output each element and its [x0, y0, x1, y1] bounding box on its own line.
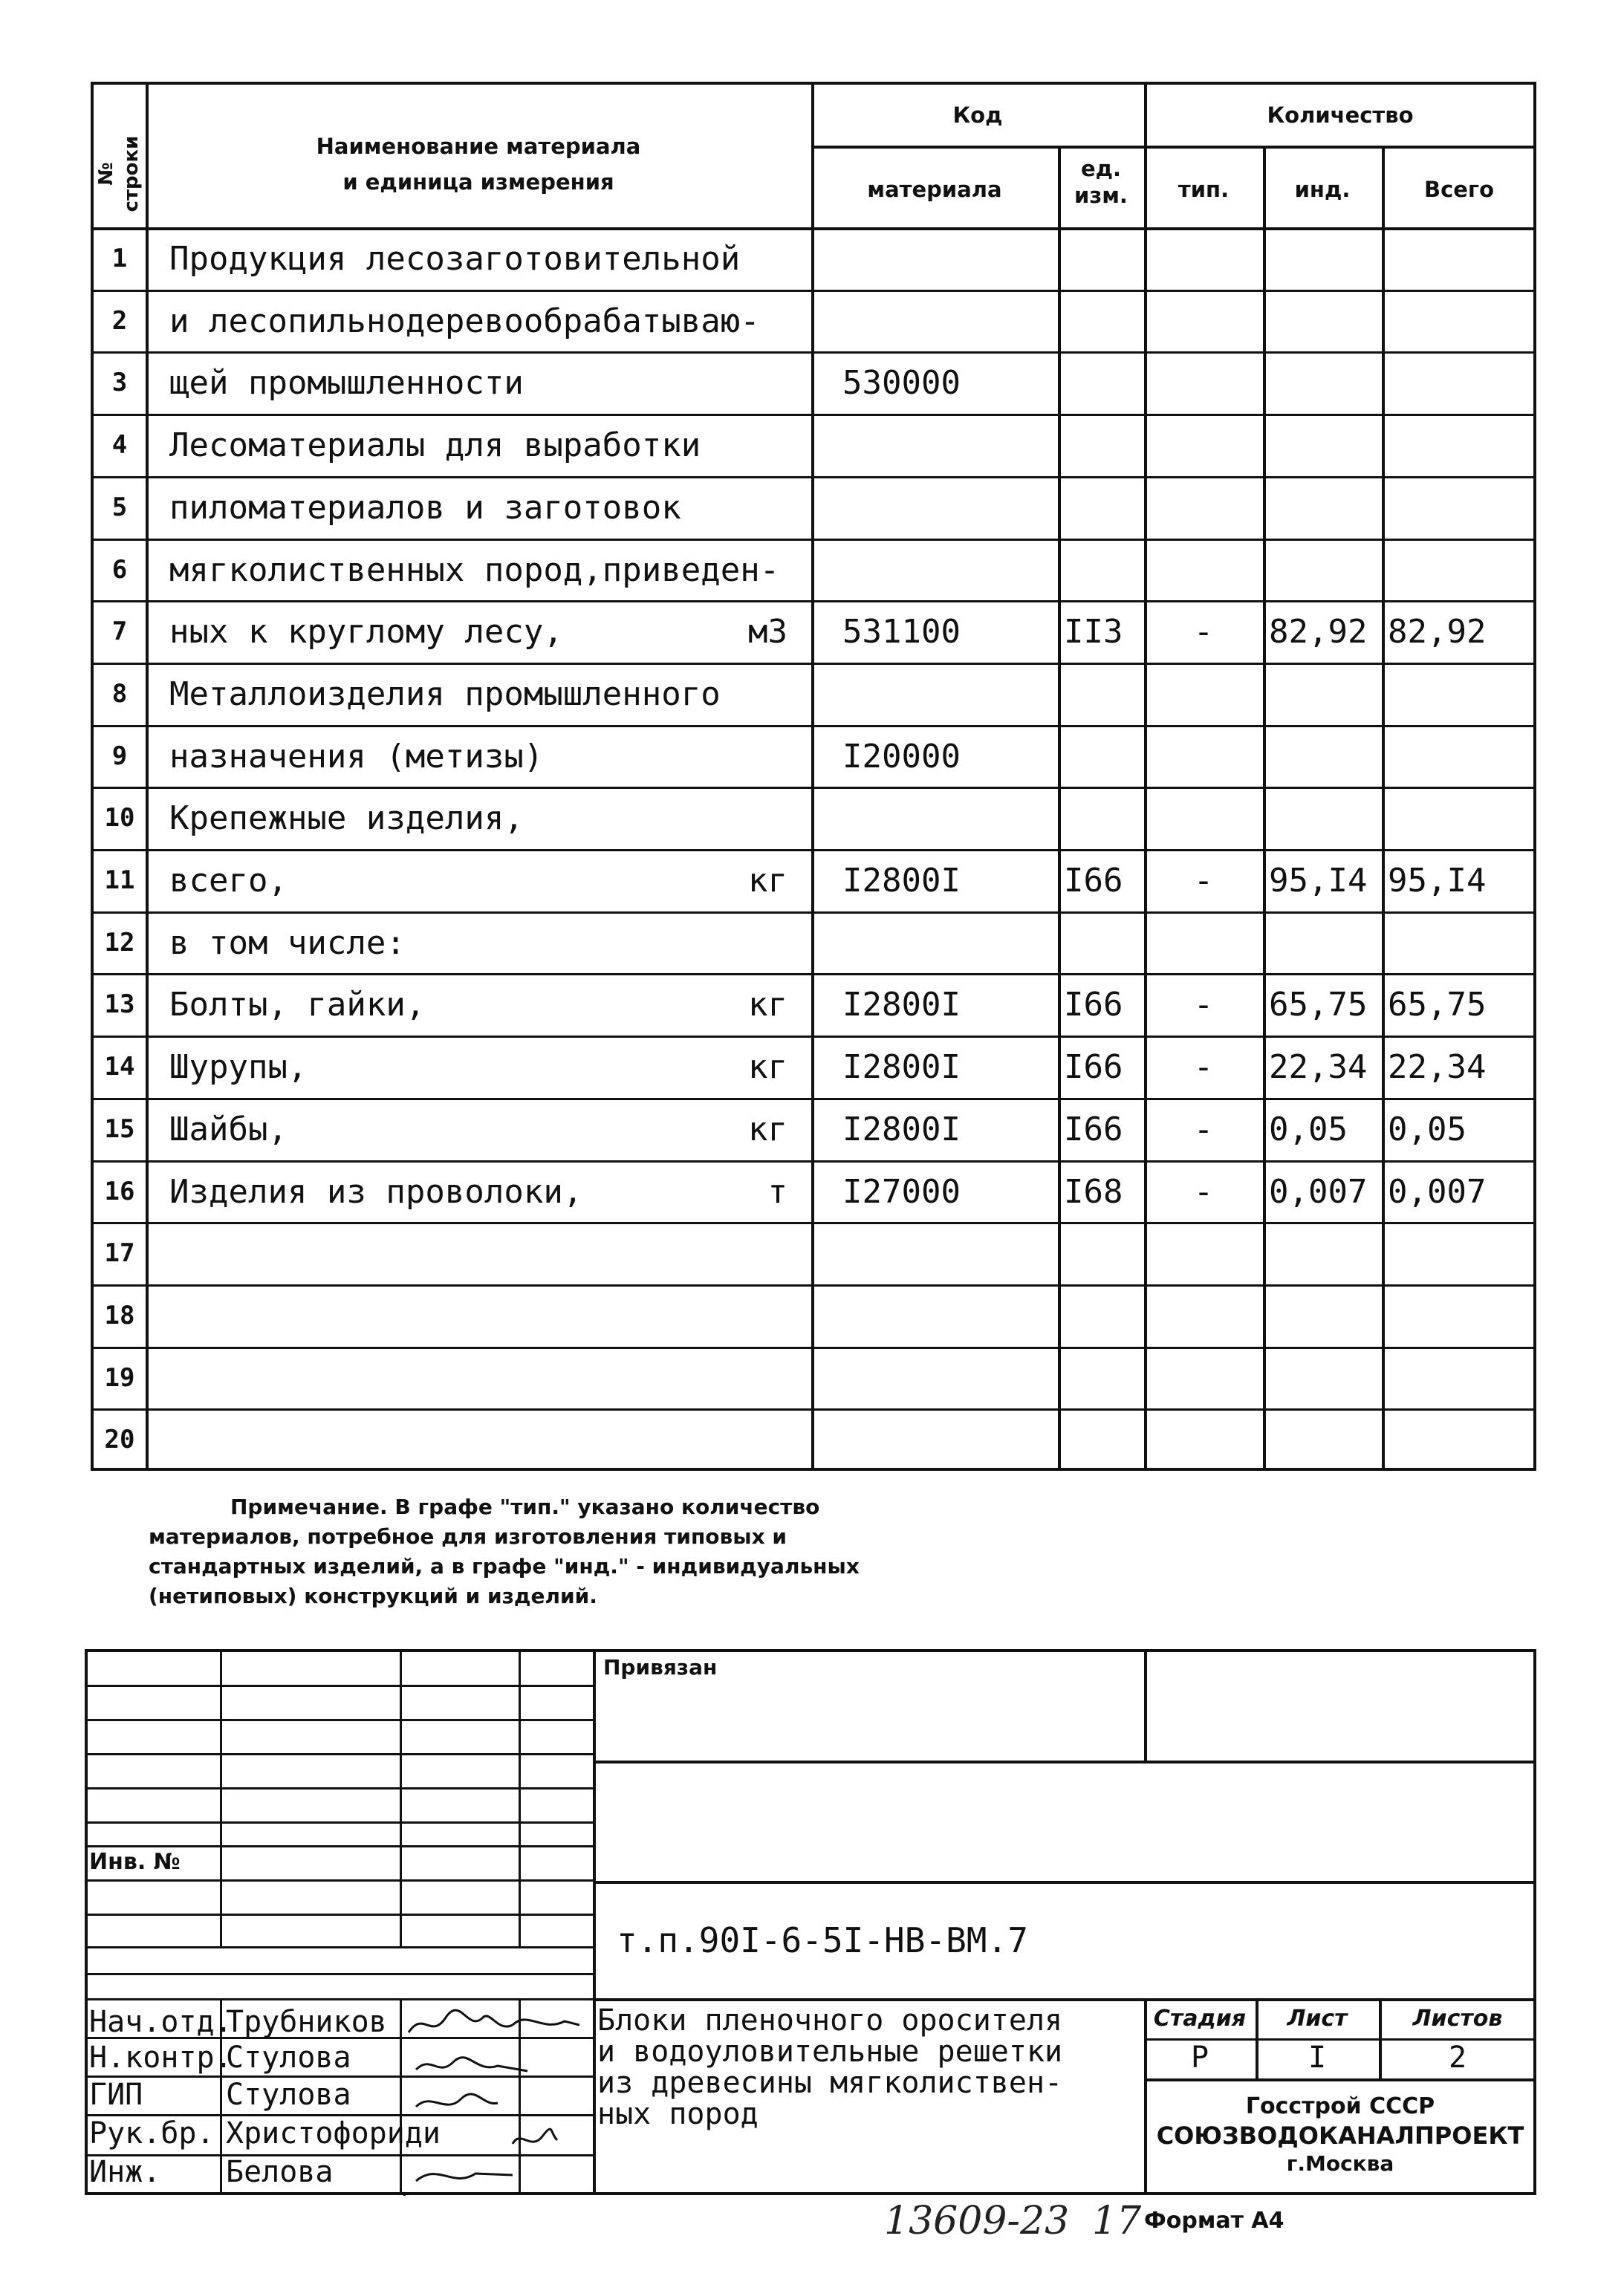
row-separator — [91, 787, 1536, 789]
row-number: 14 — [104, 1052, 135, 1082]
material-name: ных к круглому лесу, — [169, 613, 563, 651]
tb-left-row-3 — [85, 1753, 593, 1755]
qty-typical: - — [1193, 1111, 1214, 1148]
drawing-title-3: из древесины мягколиствен- — [597, 2066, 1063, 2100]
row-number: 19 — [104, 1363, 135, 1393]
qty-typical: - — [1193, 1048, 1214, 1086]
row-number: 12 — [104, 928, 135, 958]
unit-of-measure: кг — [748, 862, 787, 900]
row-separator — [91, 1160, 1536, 1163]
material-name: Продукция лесозаготовительной — [169, 240, 741, 278]
drawing-title-1: Блоки пленочного оросителя — [597, 2003, 1063, 2038]
tb-left-row-10 — [85, 1973, 593, 1975]
row-number: 20 — [104, 1425, 135, 1454]
tb-left-col-3 — [519, 1649, 521, 1946]
row-number: 8 — [111, 679, 128, 709]
row-number: 7 — [111, 617, 128, 646]
tb-left-row-11 — [85, 1998, 593, 2000]
tb-privyazan-bottom — [593, 1761, 1536, 1763]
qty-individual: 65,75 — [1269, 986, 1368, 1024]
qty-typical: - — [1193, 1173, 1214, 1211]
tb-left-row-6 — [85, 1845, 593, 1847]
material-code: 530000 — [842, 364, 961, 402]
material-name: назначения (метизы) — [169, 738, 544, 776]
material-name: Металлоизделия промышленного — [169, 675, 721, 713]
drawing-title-4: ных пород — [597, 2097, 759, 2131]
unit-of-measure: м3 — [748, 613, 787, 651]
material-code: I2800I — [842, 1048, 961, 1086]
row-separator — [91, 1284, 1536, 1287]
sheet-label: Лист — [1287, 2006, 1348, 2032]
material-name: Шурупы, — [169, 1048, 308, 1086]
archive-number: 13609-23 — [884, 2199, 1070, 2243]
row-separator — [91, 849, 1536, 851]
sheets-label: Листов — [1412, 2006, 1503, 2032]
tb-left-row-9 — [85, 1946, 593, 1948]
tb-stage-row-2 — [1144, 2078, 1536, 2081]
material-name: и лесопильнодеревообрабатываю- — [169, 302, 760, 340]
inv-number-label: Инв. № — [89, 1849, 181, 1875]
row-number: 5 — [111, 493, 128, 522]
org-line-3: г.Москва — [1286, 2151, 1394, 2176]
role-label: ГИП — [89, 2078, 143, 2112]
row-separator — [91, 973, 1536, 975]
qty-typical: - — [1193, 986, 1214, 1024]
name-header-line2: и единица измерения — [342, 169, 614, 195]
qty-typical: - — [1193, 613, 1214, 651]
material-name: пиломатериалов и заготовок — [169, 489, 681, 527]
unit-code: I66 — [1064, 862, 1123, 900]
row-number: 2 — [111, 306, 128, 336]
tb-left-row-2 — [85, 1719, 593, 1721]
row-separator — [91, 290, 1536, 292]
row-number: 10 — [104, 803, 135, 833]
row-number: 9 — [111, 741, 128, 771]
unit-of-measure: т — [767, 1173, 787, 1211]
unit-of-measure: кг — [748, 1111, 787, 1148]
note-line-4: (нетиповых) конструкций и изделий. — [149, 1584, 597, 1608]
unit-of-measure: кг — [748, 986, 787, 1024]
name-header-line1: Наименование материала — [316, 134, 641, 159]
row-separator — [91, 1036, 1536, 1038]
row-separator — [91, 663, 1536, 665]
unit-code-header-2: изм. — [1074, 183, 1128, 208]
material-code: 531100 — [842, 613, 961, 651]
qty-total: 65,75 — [1388, 986, 1487, 1024]
role-person-name: Стулова — [226, 2078, 351, 2112]
col-line-typ — [1263, 146, 1266, 1471]
stage-value: Р — [1190, 2041, 1209, 2075]
tb-left-row-5 — [85, 1821, 593, 1824]
row-separator — [91, 1408, 1536, 1411]
qty-total: 0,05 — [1388, 1111, 1467, 1148]
material-code: I2800I — [842, 986, 961, 1024]
row-number: 16 — [104, 1177, 135, 1206]
material-code: I20000 — [842, 738, 961, 776]
unit-of-measure: кг — [748, 1048, 787, 1086]
note-line-3: стандартных изделий, а в графе "инд." - индивидуальных — [149, 1554, 860, 1579]
document-code: т.п.90I-6-5I-НВ-ВМ.7 — [617, 1920, 1028, 1960]
row-separator — [91, 414, 1536, 416]
qty-total: 22,34 — [1388, 1048, 1487, 1086]
col-line-unitcode — [1058, 146, 1061, 1471]
row-separator — [91, 725, 1536, 727]
row-number: 3 — [111, 368, 128, 397]
org-line-1: Госстрой СССР — [1245, 2093, 1435, 2119]
header-mid-line — [811, 146, 1536, 149]
material-name: Изделия из проволоки, — [169, 1173, 583, 1211]
unit-code: I66 — [1064, 1048, 1123, 1086]
qty-typical: - — [1193, 862, 1214, 900]
ind-header: инд. — [1294, 177, 1351, 202]
unit-code: II3 — [1064, 613, 1123, 651]
row-number: 6 — [111, 555, 128, 585]
material-name: мягколиственных пород,приведен- — [169, 551, 780, 589]
qty-total: 0,007 — [1388, 1173, 1487, 1211]
row-separator — [91, 476, 1536, 478]
unit-code: I66 — [1064, 986, 1123, 1024]
note-line-1: Примечание. В графе "тип." указано количество — [230, 1495, 820, 1519]
tb-left-row-7 — [85, 1879, 593, 1882]
row-separator — [91, 911, 1536, 914]
row-separator — [91, 1347, 1536, 1349]
material-code: I2800I — [842, 862, 961, 900]
typ-header: тип. — [1178, 177, 1230, 202]
row-number: 11 — [104, 865, 135, 895]
row-separator — [91, 351, 1536, 354]
unit-code: I66 — [1064, 1111, 1123, 1148]
material-name: Лесоматериалы для выработки — [169, 426, 701, 464]
row-separator — [91, 1098, 1536, 1100]
tb-code-bottom — [593, 1998, 1536, 2001]
material-code: I27000 — [842, 1173, 961, 1211]
material-name: Крепежные изделия, — [169, 799, 524, 837]
role-label: Инж. — [89, 2155, 161, 2189]
material-code-header: материала — [867, 177, 1002, 202]
sheet-value: I — [1308, 2041, 1327, 2075]
qty-total: 95,I4 — [1388, 862, 1487, 900]
header-bottom-line — [91, 227, 1536, 230]
row-separator — [91, 600, 1536, 602]
tb-left-row-1 — [85, 1685, 593, 1687]
org-line-2: СОЮЗВОДОКАНАЛПРОЕКТ — [1156, 2122, 1524, 2150]
col-line-ind — [1382, 146, 1385, 1471]
unit-code: I68 — [1064, 1173, 1123, 1211]
row-separator — [91, 539, 1536, 541]
row-separator — [91, 1222, 1536, 1224]
row-number: 18 — [104, 1301, 135, 1330]
material-name: щей промышленности — [169, 364, 524, 402]
material-name: в том числе: — [169, 924, 406, 962]
role-person-name: Трубников — [226, 2005, 387, 2039]
tb-code-top — [593, 1881, 1536, 1884]
material-name: всего, — [169, 862, 288, 900]
unit-code-header-1: ед. — [1080, 156, 1122, 181]
material-name: Шайбы, — [169, 1111, 288, 1148]
qty-individual: 22,34 — [1269, 1048, 1368, 1086]
tb-privyazan-divider — [1144, 1649, 1147, 1761]
role-label: Н.контр. — [89, 2041, 233, 2075]
tb-left-row-4 — [85, 1787, 593, 1789]
qty-total: 82,92 — [1388, 613, 1487, 651]
total-header: Всего — [1423, 177, 1495, 202]
note-line-2: материалов, потребное для изготовления типовых и — [149, 1524, 787, 1549]
role-label: Рук.бр. — [89, 2116, 215, 2151]
role-person-name: Христофориди — [226, 2116, 441, 2151]
tb-left-row-8 — [85, 1914, 593, 1916]
stage-label: Стадия — [1153, 2006, 1247, 2032]
qty-individual: 95,I4 — [1269, 862, 1368, 900]
drawing-title-2: и водоуловительные решетки — [597, 2035, 1063, 2069]
role-person-name: Белова — [226, 2155, 334, 2189]
role-person-name: Стулова — [226, 2041, 351, 2075]
sheets-value: 2 — [1448, 2041, 1467, 2075]
row-number: 13 — [104, 989, 135, 1019]
qty-individual: 0,05 — [1269, 1111, 1348, 1148]
tb-left-col-2 — [400, 1649, 402, 1946]
qty-individual: 82,92 — [1269, 613, 1368, 651]
row-number-header: № строки — [95, 135, 143, 212]
code-header: Код — [952, 103, 1003, 128]
quantity-header: Количество — [1267, 103, 1414, 128]
material-code: I2800I — [842, 1111, 961, 1148]
tb-left-col-1 — [220, 1649, 222, 1946]
signatures-scribbles — [401, 2003, 609, 2196]
qty-individual: 0,007 — [1269, 1173, 1368, 1211]
page-number: 17 — [1092, 2199, 1142, 2243]
row-number: 4 — [111, 430, 128, 460]
row-number: 17 — [104, 1238, 135, 1268]
row-number: 1 — [111, 244, 128, 273]
row-number: 15 — [104, 1114, 135, 1144]
privyazan-label: Привязан — [603, 1655, 718, 1680]
paper-format: Формат А4 — [1144, 2208, 1284, 2234]
role-label: Нач.отд. — [89, 2005, 233, 2039]
material-name: Болты, гайки, — [169, 986, 426, 1024]
